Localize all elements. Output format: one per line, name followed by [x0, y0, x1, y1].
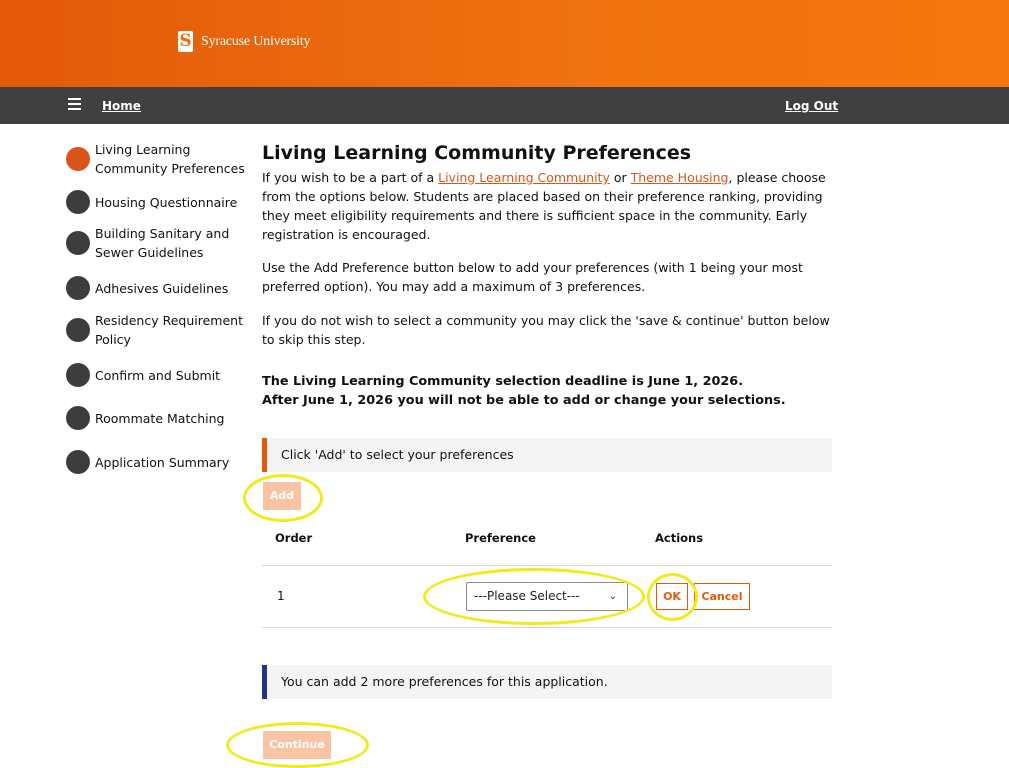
column-header-preference: Preference	[465, 531, 536, 545]
step-label: Adhesives Guidelines	[95, 280, 229, 296]
step-dot-icon	[66, 276, 90, 300]
step-label: Roommate Matching	[95, 410, 225, 426]
logo-mark-icon: S	[179, 31, 192, 51]
remaining-preferences-note: You can add 2 more preferences for this application.	[262, 665, 832, 699]
top-navbar	[0, 87, 1009, 124]
intro-or: or	[609, 170, 631, 185]
header-banner	[0, 0, 1009, 87]
step-residency-policy[interactable]	[66, 311, 245, 349]
step-dot-icon	[66, 190, 90, 214]
continue-button[interactable]: Continue	[263, 731, 331, 759]
logo-text: Syracuse University	[201, 33, 311, 49]
deadline-line-1: The Living Learning Community selection deadline is June 1, 2026.	[262, 374, 744, 389]
step-dot-icon	[66, 363, 90, 387]
table-divider	[262, 565, 832, 566]
column-header-actions: Actions	[655, 531, 704, 545]
step-application-summary[interactable]	[66, 450, 245, 474]
step-adhesives-guidelines[interactable]	[66, 276, 245, 300]
row-order-cell: 1	[277, 589, 285, 603]
step-dot-icon	[66, 450, 90, 474]
university-logo[interactable]	[178, 31, 310, 52]
table-divider	[262, 627, 832, 628]
preference-select-value: ---Please Select---	[474, 589, 580, 603]
intro-text	[262, 168, 832, 244]
step-confirm-submit[interactable]	[66, 363, 245, 387]
step-sanitary-guidelines[interactable]	[66, 224, 245, 262]
deadline-notice	[262, 372, 832, 410]
theme-housing-link[interactable]: Theme Housing	[630, 170, 729, 185]
step-label: Living Learning Community Preferences	[95, 142, 245, 176]
step-label: Residency Requirement Policy	[95, 313, 243, 347]
step-label: Application Summary	[95, 454, 230, 470]
step-dot-icon	[66, 318, 90, 342]
skip-note: If you do not wish to select a community you may click the 'save & continue' button below to skip this step.	[262, 313, 830, 347]
page-title: Living Learning Community Preferences	[262, 142, 692, 164]
step-label: Housing Questionnaire	[95, 194, 238, 210]
step-current-dot-icon	[66, 147, 90, 171]
step-dot-icon	[66, 406, 90, 430]
intro-pre: If you wish to be a part of a	[262, 170, 439, 185]
nav-home-link[interactable]: Home	[102, 99, 141, 113]
step-label: Building Sanitary and Sewer Guidelines	[95, 226, 230, 260]
ok-button[interactable]: OK	[656, 583, 688, 610]
step-housing-questionnaire[interactable]	[66, 190, 245, 214]
deadline-line-2: After June 1, 2026 you will not be able to add or change your selections.	[262, 393, 786, 408]
llc-link[interactable]: Living Learning Community	[438, 170, 610, 185]
step-roommate-matching[interactable]	[66, 406, 245, 430]
intro-post: , please choose from the options below. Students are placed based on their preference ranking, providing they meet eligibility requirements and there is sufficient space in the community. Early registration is encouraged.	[262, 170, 826, 242]
hamburger-menu-icon[interactable]	[68, 98, 81, 110]
preference-select[interactable]	[466, 582, 628, 611]
cancel-button[interactable]: Cancel	[694, 583, 750, 610]
chevron-down-icon: ⌄	[608, 591, 617, 602]
column-header-order: Order	[275, 531, 313, 545]
step-dot-icon	[66, 231, 90, 255]
add-preference-button[interactable]: Add	[263, 482, 301, 510]
nav-logout-link[interactable]: Log Out	[785, 99, 839, 113]
instructions-text: Use the Add Preference button below to add your preferences (with 1 being your most preferred option). You may add a maximum of 3 preferences.	[262, 260, 803, 294]
step-llc-preferences[interactable]	[66, 140, 245, 178]
step-label: Confirm and Submit	[95, 367, 221, 383]
preferences-prompt: Click 'Add' to select your preferences	[262, 438, 832, 472]
